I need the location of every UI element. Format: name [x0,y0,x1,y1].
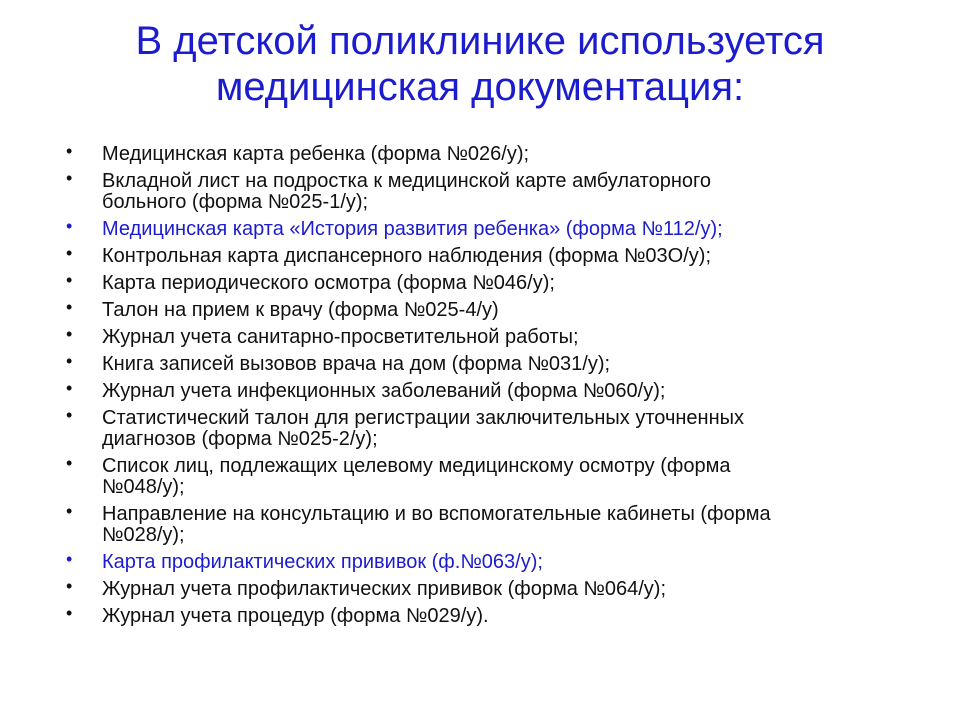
list-item [66,141,926,165]
bullet-icon: • [66,243,73,263]
bullet-icon: • [66,216,73,236]
list-item-text: Направление на консультацию и во вспомогательные кабинеты (форма №028/у); [102,503,771,546]
list-item [66,270,926,294]
bullet-icon: • [66,351,73,371]
list-item [66,216,926,240]
list-item-text: Медицинская карта «История развития ребенка» (форма №112/у); [102,218,723,240]
bullet-icon: • [66,549,73,569]
list-item [66,378,926,402]
list-item-text: Талон на прием к врачу (форма №025-4/у) [102,299,499,321]
list-item [66,168,926,213]
list-item-text: Журнал учета санитарно-просветительной работы; [102,326,579,348]
list-item-text: Вкладной лист на подростка к медицинской карте амбулаторного больного (форма №025-1/у); [102,170,712,213]
list-item-text: Список лиц, подлежащих целевому медицинскому осмотру (форма №048/у); [102,455,731,498]
title-line-2: медицинская документация: [215,65,745,109]
list-item [66,405,926,450]
bullet-icon: • [66,576,73,596]
list-item-text: Журнал учета инфекционных заболеваний (форма №060/у); [102,380,666,402]
bullet-icon: • [66,603,73,623]
list-item-text: Контрольная карта диспансерного наблюдения (форма №03О/у); [102,245,712,267]
bullet-icon: • [66,270,73,290]
list-item-text: Статистический талон для регистрации заключительных уточненных диагнозов (форма №025-2/у); [102,407,745,450]
list-item-text: Медицинская карта ребенка (форма №026/у); [102,143,530,165]
list-item-text: Журнал учета профилактических прививок (форма №064/у); [102,578,666,600]
list-item [66,324,926,348]
bullet-icon: • [66,141,73,161]
bullet-icon: • [66,324,73,344]
list-item [66,549,926,573]
bullet-icon: • [66,453,73,473]
list-item [66,453,926,498]
list-item [66,576,926,600]
list-item [66,603,926,627]
list-item-text: Книга записей вызовов врача на дом (форма №031/у); [102,353,611,375]
bullet-icon: • [66,297,73,317]
list-item-text: Карта профилактических прививок (ф.№063/у); [102,551,543,573]
slide-title [40,18,920,110]
title-line-1: В детской поликлинике используется [135,19,825,63]
list-item [66,501,926,546]
list-item [66,243,926,267]
list-item-text: Журнал учета процедур (форма №029/у). [102,605,489,627]
bullet-icon: • [66,168,73,188]
document-list [66,141,926,633]
list-item [66,351,926,375]
bullet-icon: • [66,405,73,425]
bullet-icon: • [66,501,73,521]
bullet-icon: • [66,378,73,398]
list-item-text: Карта периодического осмотра (форма №046/у); [102,272,555,294]
list-item [66,297,926,321]
